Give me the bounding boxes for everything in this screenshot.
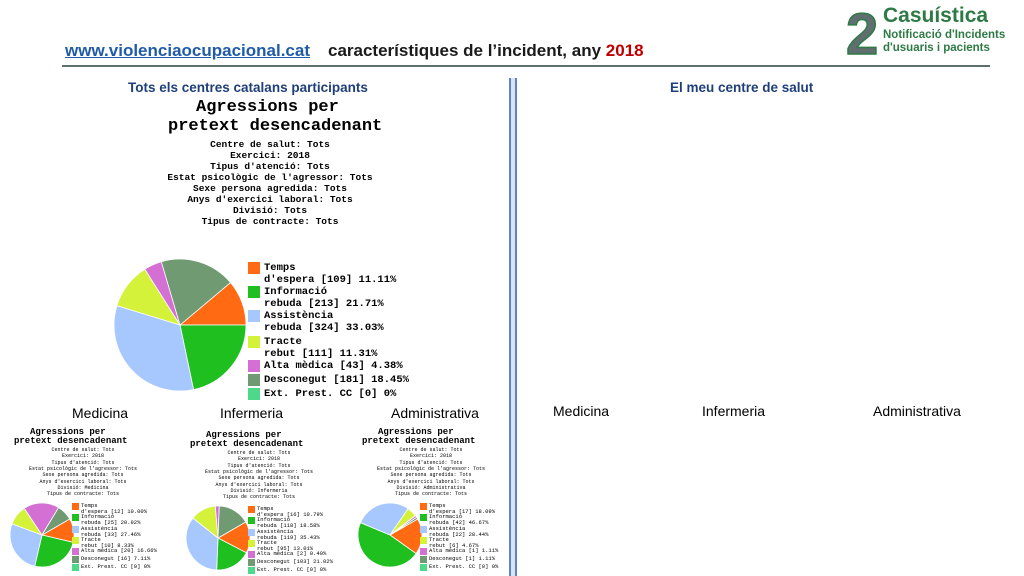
small-report-filter: Exercici: 2018 (237, 456, 280, 463)
small-report-filter: Centre de salut: Tots (227, 450, 291, 456)
section-heading-my-centre: El meu centre de salut (670, 80, 814, 95)
report-filter: Tipus de contracte: Tots (201, 216, 339, 227)
legend-entry: Alta mèdica [1] 1.11% (429, 547, 499, 554)
small-report-filter: Anys d'exercici laboral: Tots (215, 481, 303, 488)
small-report-filter: Estat psicològic de l'agressor: Tots (376, 465, 486, 472)
small-report-filter: Tipus d'atenció: Tots (399, 459, 463, 466)
small-pie-chart (356, 501, 428, 573)
small-report-title: pretext desencadenant (190, 439, 304, 449)
legend-entry: Tracte rebut [111] 11.31% (264, 336, 378, 360)
report-filter: Divisió: Tots (232, 205, 308, 216)
legend-entry: Informació rebuda [25] 20.92% (81, 513, 141, 526)
column-label-administrativa: Administrativa (391, 405, 479, 421)
small-report-title: Agressions per (30, 427, 106, 437)
legend-entry: Assistència rebuda [33] 27.46% (81, 525, 141, 538)
legend-swatch (248, 262, 260, 274)
header-rule (62, 65, 990, 67)
legend-entry: Desconegut [1] 1.11% (429, 555, 496, 562)
legend-entry: Desconegut [16] 7.11% (81, 555, 151, 562)
legend-swatch (248, 506, 255, 513)
legend-entry: Assistència rebuda [119] 35.43% (257, 528, 320, 541)
legend-swatch (248, 559, 255, 566)
legend-entry: Tracte rebut [10] 8.33% (81, 536, 134, 549)
legend-swatch (248, 540, 255, 547)
legend-swatch (248, 551, 255, 558)
legend-entry: Ext. Prest. CC [0] 0% (264, 388, 397, 400)
legend-entry: Alta mèdica [2] 0.40% (257, 550, 327, 557)
legend-entry: Alta mèdica [20] 16.66% (81, 547, 157, 554)
small-report-filter: Tipus de contracte: Tots (394, 491, 467, 498)
small-report-filter: Sexe persona agredida: Tots (390, 472, 472, 479)
small-report-filter: Sexe persona agredida: Tots (218, 475, 300, 482)
legend-swatch (248, 374, 260, 386)
legend-entry: Temps d'espera [16] 10.79% (257, 505, 324, 518)
page-title (328, 41, 644, 61)
legend-entry: Temps d'espera [12] 10.00% (81, 502, 148, 515)
small-report-filter: Sexe persona agredida: Tots (42, 472, 124, 479)
legend-entry: Informació rebuda [42] 46.67% (429, 513, 489, 526)
small-report-filter: Estat psicològic de l'agressor: Tots (28, 465, 138, 472)
main-pie-chart (110, 255, 250, 395)
page-title-year: 2018 (605, 41, 644, 60)
legend-swatch (248, 517, 255, 524)
legend-swatch (420, 537, 427, 544)
small-report-medicina (8, 427, 158, 576)
report-filter: Centre de salut: Tots (210, 139, 330, 150)
page-title-text: característiques de l’incident, any (328, 41, 606, 60)
report-filter: Tipus d'atenció: Tots (210, 161, 330, 172)
small-pie-chart (184, 504, 256, 576)
legend-entry: Desconegut [103] 21.02% (257, 558, 333, 565)
logo-subtitle-1: Notificació d'Incidents (883, 29, 1006, 41)
legend-entry: Assistència rebuda [324] 33.03% (264, 310, 384, 334)
logo-title: Casuística (883, 4, 989, 27)
legend-swatch (248, 567, 255, 574)
legend-entry: Desconegut [181] 18.45% (264, 374, 409, 386)
legend-entry: Temps d'espera [17] 18.09% (429, 502, 496, 515)
small-report-filter: Exercici: 2018 (61, 453, 104, 460)
legend-entry: Ext. Prest. CC [0] 0% (257, 566, 327, 573)
small-report-administrativa (356, 427, 506, 576)
legend-entry: Tracte rebut [95] 13.01% (257, 539, 314, 552)
legend-swatch (420, 564, 427, 571)
small-report-filter: Anys d'exercici laboral: Tots (387, 478, 475, 485)
small-report-title: pretext desencadenant (362, 436, 476, 446)
column-label-infermeria: Infermeria (220, 405, 284, 421)
report-title-line1: Agressions per (196, 98, 339, 117)
legend-entry: Tracte rebut [6] 4.67% (429, 536, 479, 549)
small-report-filter: Tipus d'atenció: Tots (51, 459, 115, 466)
small-report-filter: Exercici: 2018 (409, 453, 452, 460)
legend-swatch (72, 548, 79, 555)
logo-digit: 2 (846, 6, 879, 62)
report-filter: Sexe persona agredida: Tots (193, 183, 347, 194)
legend-swatch (420, 556, 427, 563)
legend-swatch (248, 360, 260, 372)
legend-swatch (72, 556, 79, 563)
small-report-filter: Divisió: Medicina (57, 484, 109, 491)
small-report-filter: Anys d'exercici laboral: Tots (39, 478, 127, 485)
legend-entry: Ext. Prest. CC [0] 0% (81, 563, 151, 570)
small-report-title: Agressions per (378, 427, 454, 437)
small-report-filter: Tipus d'atenció: Tots (227, 462, 291, 469)
legend-swatch (420, 514, 427, 521)
legend-entry: Alta mèdica [43] 4.38% (264, 360, 403, 372)
column-label-medicina-my-centre: Medicina (553, 403, 610, 419)
small-report-filter: Centre de salut: Tots (51, 447, 115, 453)
report-filter: Exercici: 2018 (230, 150, 310, 161)
small-report-filter: Tipus de contracte: Tots (46, 491, 119, 498)
legend-swatch (248, 388, 260, 400)
legend-entry: Temps d'espera [109] 11.11% (264, 262, 397, 286)
legend-swatch (248, 310, 260, 322)
small-report-title: Agressions per (206, 430, 282, 440)
legend-swatch (248, 336, 260, 348)
column-label-administrativa-my-centre: Administrativa (873, 403, 961, 419)
small-pie-chart (8, 501, 80, 573)
report-filter: Anys d'exercici laboral: Tots (187, 194, 353, 205)
logo-subtitle-2: d'usuaris i pacients (883, 42, 990, 54)
section-heading-all-centres: Tots els centres catalans participants (128, 80, 368, 95)
legend-entry: Informació rebuda [213] 21.71% (264, 286, 384, 310)
legend-swatch (248, 529, 255, 536)
legend-swatch (248, 286, 260, 298)
legend-entry: Ext. Prest. CC [0] 0% (429, 563, 499, 570)
column-label-medicina: Medicina (72, 405, 129, 421)
legend-swatch (72, 503, 79, 510)
column-divider (509, 78, 517, 576)
column-label-infermeria-my-centre: Infermeria (702, 403, 766, 419)
legend-swatch (420, 548, 427, 555)
legend-swatch (420, 526, 427, 533)
report-title-line2: pretext desencadenant (168, 117, 383, 136)
small-report-filter: Centre de salut: Tots (399, 447, 463, 453)
legend-swatch (72, 526, 79, 533)
legend-swatch (72, 564, 79, 571)
site-link[interactable]: www.violenciaocupacional.cat (65, 41, 310, 60)
legend-entry: Informació rebuda [118] 18.58% (257, 516, 320, 529)
legend-swatch (72, 514, 79, 521)
small-report-filter: Divisió: Infermeria (230, 487, 288, 494)
small-report-title: pretext desencadenant (14, 436, 128, 446)
small-report-filter: Tipus de contracte: Tots (222, 494, 295, 501)
legend-entry: Assistència rebuda [22] 28.44% (429, 525, 489, 538)
small-report-infermeria (184, 430, 334, 576)
small-report-filter: Estat psicològic de l'agressor: Tots (204, 468, 314, 475)
small-report-filter: Divisió: Administrativa (396, 484, 466, 491)
legend-swatch (420, 503, 427, 510)
legend-swatch (72, 537, 79, 544)
report-filter: Estat psicològic de l'agressor: Tots (167, 172, 373, 183)
